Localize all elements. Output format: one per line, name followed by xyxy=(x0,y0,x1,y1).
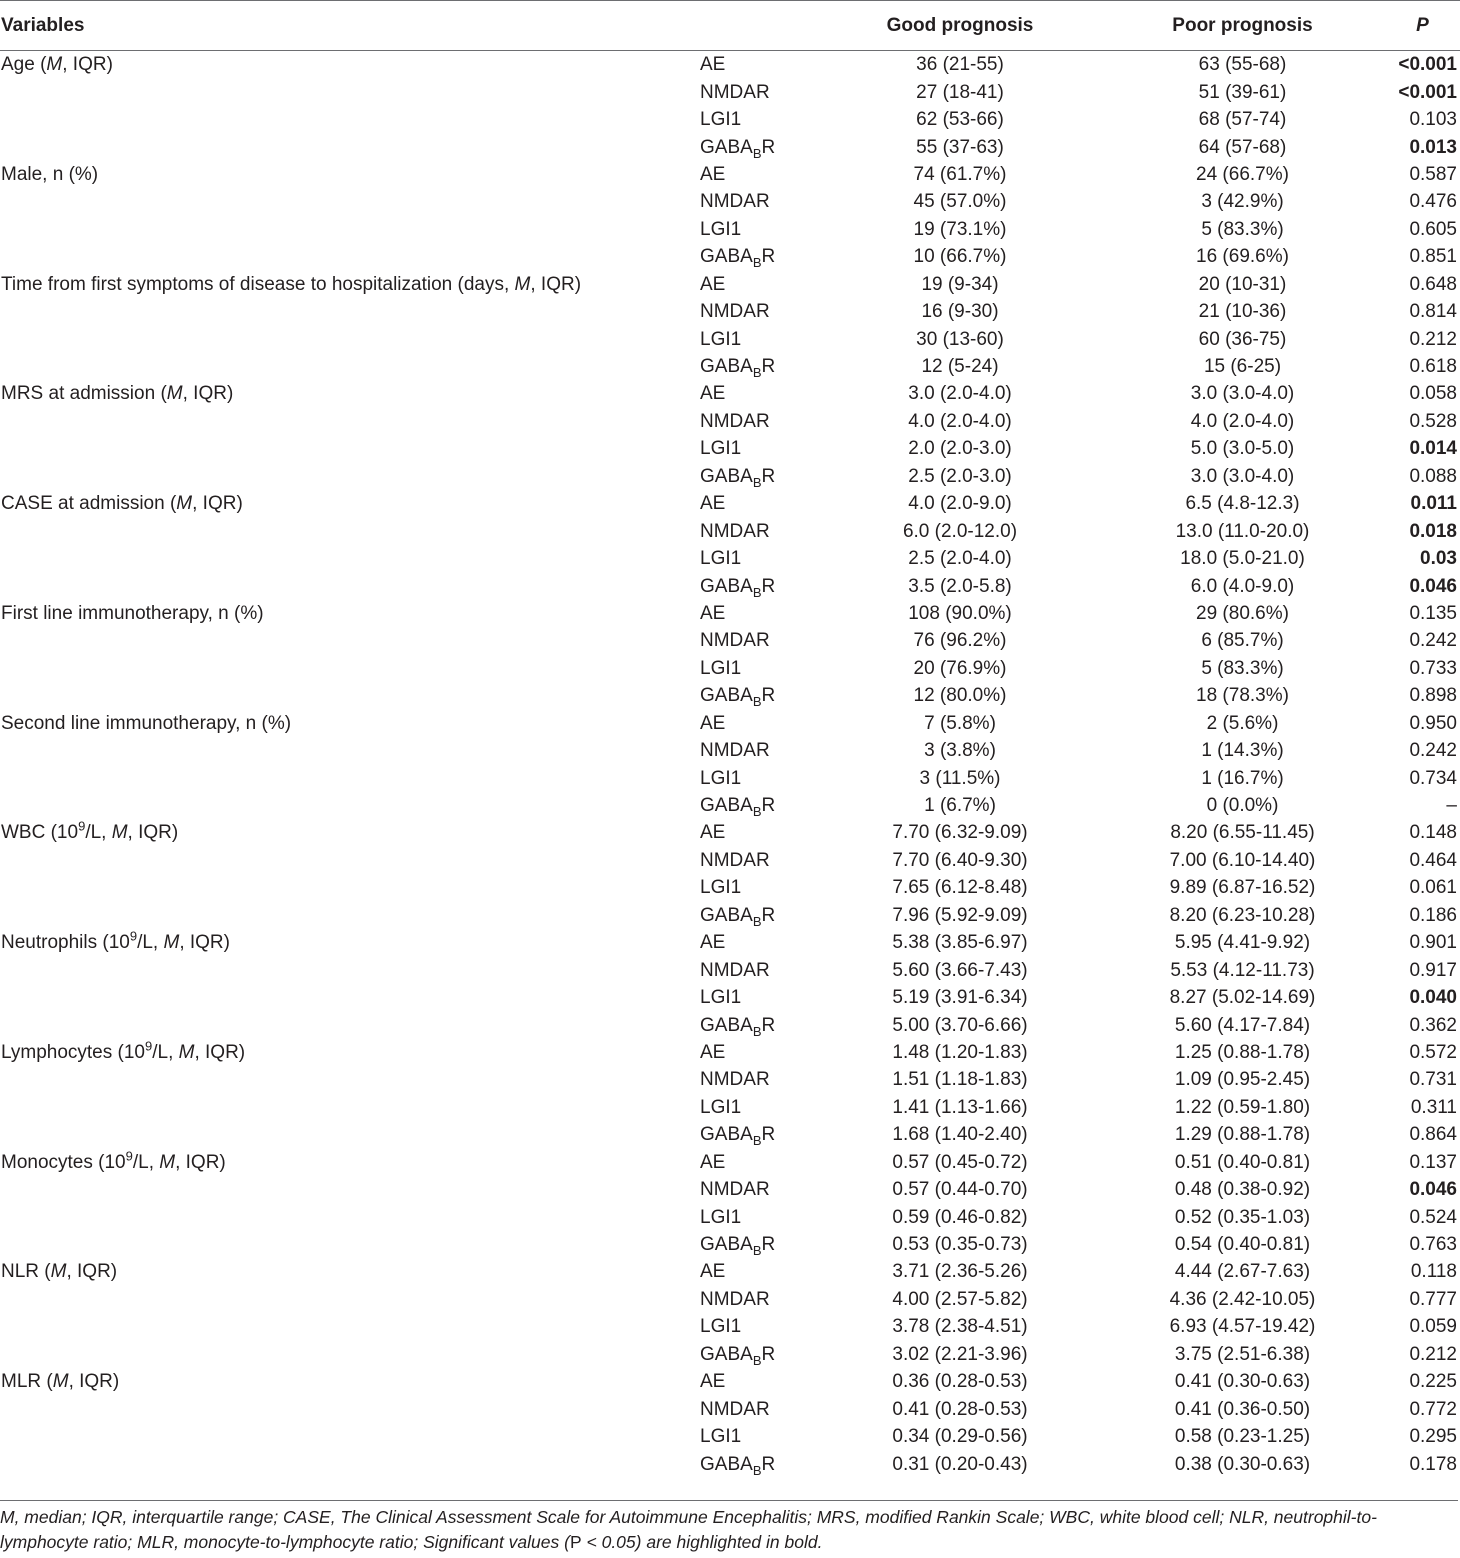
subgroup-label: $GABA_BR$ xyxy=(700,1014,776,1039)
subgroup-label: $GABA_BR$ xyxy=(700,1343,776,1368)
good-prognosis-value: 4.00 (2.57-5.82) xyxy=(892,1288,1028,1310)
subgroup-label: AE xyxy=(700,1151,726,1173)
poor-prognosis-value: 0.58 (0.23-1.25) xyxy=(1174,1426,1311,1448)
good-prognosis-value: 12 (80.0%) xyxy=(913,685,1007,707)
p-value: 0.03 xyxy=(1420,548,1457,570)
p-value: 0.011 xyxy=(1410,493,1457,515)
p-value: 0.733 xyxy=(1409,657,1457,679)
subgroup-label: $GABA_BR$ xyxy=(700,246,776,271)
poor-prognosis-value: 5.53 (4.12-11.73) xyxy=(1170,959,1315,981)
good-prognosis-value: 62 (53-66) xyxy=(916,109,1004,131)
subgroup-label: $GABA_BR$ xyxy=(700,1453,776,1478)
p-value: 0.212 xyxy=(1409,1343,1457,1365)
good-prognosis-value: 7.96 (5.92-9.09) xyxy=(892,904,1028,926)
poor-prognosis-value: 0.51 (0.40-0.81) xyxy=(1174,1151,1311,1173)
p-value: 0.917 xyxy=(1409,959,1457,981)
poor-prognosis-value: 4.0 (2.0-4.0) xyxy=(1190,410,1295,432)
poor-prognosis-value: 18 (78.3%) xyxy=(1196,685,1289,707)
header-subgroup xyxy=(700,1,820,51)
poor-prognosis-value: 0.41 (0.30-0.63) xyxy=(1174,1371,1311,1393)
p-value: 0.950 xyxy=(1409,712,1457,734)
subgroup-label: $GABA_BR$ xyxy=(700,904,776,929)
poor-prognosis-value: 6 (85.7%) xyxy=(1201,630,1284,652)
subgroup-label: LGI1 xyxy=(700,218,742,240)
p-value: 0.528 xyxy=(1409,410,1457,432)
variable-label: Age (M, IQR) xyxy=(1,54,113,75)
poor-prognosis-value: 6.5 (4.8-12.3) xyxy=(1185,493,1300,515)
p-value: 0.763 xyxy=(1409,1234,1457,1256)
p-value: 0.524 xyxy=(1409,1206,1457,1228)
poor-prognosis-value: 4.44 (2.67-7.63) xyxy=(1174,1261,1311,1283)
p-value: 0.295 xyxy=(1409,1426,1457,1448)
good-prognosis-value: 2.5 (2.0-4.0) xyxy=(908,548,1012,570)
variable-label: Neutrophils ($10^9/L$, M, IQR) xyxy=(1,928,230,953)
subgroup-label: NMDAR xyxy=(700,81,770,103)
table-row xyxy=(0,819,1460,846)
poor-prognosis-value: 8.20 (6.23-10.28) xyxy=(1169,904,1316,926)
subgroup-label: LGI1 xyxy=(700,1206,742,1228)
p-value: 0.362 xyxy=(1409,1014,1457,1036)
p-value: 0.013 xyxy=(1409,136,1457,158)
p-value: 0.311 xyxy=(1410,1096,1457,1118)
table-row xyxy=(0,929,1460,956)
poor-prognosis-value: 3.75 (2.51-6.38) xyxy=(1174,1343,1311,1365)
good-prognosis-value: 12 (5-24) xyxy=(921,356,999,378)
subgroup-label: LGI1 xyxy=(700,877,742,899)
table-row xyxy=(0,1258,1460,1285)
good-prognosis-value: 7.65 (6.12-8.48) xyxy=(892,877,1028,899)
good-prognosis-value: 4.0 (2.0-9.0) xyxy=(908,493,1012,515)
p-value: 0.572 xyxy=(1409,1041,1457,1063)
good-prognosis-value: 1.68 (1.40-2.40) xyxy=(892,1124,1028,1146)
good-prognosis-value: 2.5 (2.0-3.0) xyxy=(908,465,1012,487)
poor-prognosis-value: 1.25 (0.88-1.78) xyxy=(1174,1041,1311,1063)
poor-prognosis-value: 68 (57-74) xyxy=(1198,109,1287,131)
subgroup-label: NMDAR xyxy=(700,520,770,542)
good-prognosis-value: 3.78 (2.38-4.51) xyxy=(892,1316,1028,1338)
subgroup-label: NMDAR xyxy=(700,1398,770,1420)
p-value: 0.103 xyxy=(1409,109,1457,131)
good-prognosis-value: 55 (37-63) xyxy=(916,136,1004,158)
subgroup-label: AE xyxy=(700,273,726,295)
table-body xyxy=(0,51,1460,1478)
subgroup-label: AE xyxy=(700,383,726,405)
p-value: 0.772 xyxy=(1409,1398,1457,1420)
good-prognosis-value: 5.60 (3.66-7.43) xyxy=(892,959,1028,981)
subgroup-label: NMDAR xyxy=(700,301,770,323)
poor-prognosis-value: 1.29 (0.88-1.78) xyxy=(1174,1124,1311,1146)
subgroup-label: LGI1 xyxy=(700,109,742,131)
p-value: 0.464 xyxy=(1409,849,1457,871)
good-prognosis-value: 7 (5.8%) xyxy=(924,712,996,734)
subgroup-label: NMDAR xyxy=(700,410,770,432)
poor-prognosis-value: 51 (39-61) xyxy=(1198,81,1287,103)
p-value: 0.734 xyxy=(1409,767,1457,789)
table-row xyxy=(0,1149,1460,1176)
subgroup-label: LGI1 xyxy=(700,1096,742,1118)
poor-prognosis-value: 60 (36-75) xyxy=(1198,328,1287,350)
poor-prognosis-value: 1.22 (0.59-1.80) xyxy=(1174,1096,1311,1118)
header-poor-prognosis: Poor prognosis xyxy=(1100,1,1385,51)
table-row xyxy=(0,490,1460,517)
subgroup-label: $GABA_BR$ xyxy=(700,465,776,490)
subgroup-label: LGI1 xyxy=(700,987,742,1009)
p-value: 0.648 xyxy=(1409,273,1457,295)
subgroup-label: $GABA_BR$ xyxy=(700,575,776,600)
poor-prognosis-value: 13.0 (11.0-20.0) xyxy=(1175,520,1310,542)
poor-prognosis-value: 63 (55-68) xyxy=(1198,54,1287,76)
poor-prognosis-value: 5 (83.3%) xyxy=(1201,657,1284,679)
good-prognosis-value: 108 (90.0%) xyxy=(908,602,1012,624)
table-row xyxy=(0,51,1460,79)
poor-prognosis-value: 0.41 (0.36-0.50) xyxy=(1174,1398,1311,1420)
poor-prognosis-value: 2 (5.6%) xyxy=(1206,712,1279,734)
good-prognosis-value: 3 (11.5%) xyxy=(919,767,1001,789)
p-value: 0.046 xyxy=(1409,575,1457,597)
poor-prognosis-value: 6.0 (4.0-9.0) xyxy=(1190,575,1295,597)
subgroup-label: LGI1 xyxy=(700,548,742,570)
subgroup-label: NMDAR xyxy=(700,1179,770,1201)
poor-prognosis-value: 18.0 (5.0-21.0) xyxy=(1180,548,1305,570)
p-value: 0.731 xyxy=(1409,1069,1457,1091)
p-value: 0.587 xyxy=(1409,163,1457,185)
p-value: 0.898 xyxy=(1409,685,1457,707)
variable-label: Lymphocytes ($10^9/L$, M, IQR) xyxy=(1,1038,246,1063)
header-row xyxy=(0,1,1460,51)
poor-prognosis-value: 1.09 (0.95-2.45) xyxy=(1174,1069,1311,1091)
table-row xyxy=(0,600,1460,627)
variable-label: Time from first symptoms of disease to hospitalization (days, M, IQR) xyxy=(1,273,582,295)
good-prognosis-value: 10 (66.7%) xyxy=(913,246,1007,268)
p-value: 0.212 xyxy=(1409,328,1457,350)
subgroup-label: LGI1 xyxy=(700,767,742,789)
p-value: 0.777 xyxy=(1409,1288,1457,1310)
p-value: 0.046 xyxy=(1409,1179,1457,1201)
poor-prognosis-value: 64 (57-68) xyxy=(1198,136,1287,158)
poor-prognosis-value: 9.89 (6.87-16.52) xyxy=(1169,877,1316,899)
p-value: 0.814 xyxy=(1409,301,1457,323)
good-prognosis-value: 4.0 (2.0-4.0) xyxy=(908,410,1012,432)
table-header xyxy=(0,1,1460,51)
header-p-value: P xyxy=(1385,1,1460,51)
subgroup-label: NMDAR xyxy=(700,1069,770,1091)
p-value: 0.242 xyxy=(1409,740,1457,762)
variable-label: Male, n (%) xyxy=(1,163,99,185)
p-value: 0.018 xyxy=(1409,520,1457,542)
good-prognosis-value: 3.71 (2.36-5.26) xyxy=(892,1261,1028,1283)
good-prognosis-value: 19 (73.1%) xyxy=(913,218,1007,240)
p-value: 0.088 xyxy=(1409,465,1457,487)
header-variables: Variables xyxy=(0,1,700,51)
p-value: 0.058 xyxy=(1409,383,1457,405)
p-value: 0.059 xyxy=(1409,1316,1457,1338)
poor-prognosis-value: 5.95 (4.41-9.92) xyxy=(1174,932,1311,954)
table-row xyxy=(0,271,1460,298)
poor-prognosis-value: 8.27 (5.02-14.69) xyxy=(1169,987,1316,1009)
subgroup-label: $GABA_BR$ xyxy=(700,1234,776,1258)
subgroup-label: AE xyxy=(700,712,726,734)
p-value: 0.476 xyxy=(1409,191,1457,213)
poor-prognosis-value: 0.52 (0.35-1.03) xyxy=(1174,1206,1311,1228)
poor-prognosis-value: 5.60 (4.17-7.84) xyxy=(1174,1014,1311,1036)
poor-prognosis-value: 5 (83.3%) xyxy=(1201,218,1284,240)
table-row xyxy=(0,710,1460,737)
subgroup-label: $GABA_BR$ xyxy=(700,136,776,161)
good-prognosis-value: 0.34 (0.29-0.56) xyxy=(892,1426,1028,1448)
subgroup-label: NMDAR xyxy=(700,849,770,871)
good-prognosis-value: 0.41 (0.28-0.53) xyxy=(892,1398,1028,1420)
subgroup-label: LGI1 xyxy=(700,1316,742,1338)
subgroup-label: $GABA_BR$ xyxy=(700,356,776,380)
variable-label: WBC ($10^9/L$, M, IQR) xyxy=(1,818,179,844)
good-prognosis-value: 30 (13-60) xyxy=(916,328,1004,350)
good-prognosis-value: 27 (18-41) xyxy=(916,81,1004,103)
subgroup-label: AE xyxy=(700,602,726,624)
subgroup-label: AE xyxy=(700,822,726,844)
subgroup-label: $GABA_BR$ xyxy=(700,1124,776,1149)
subgroup-label: LGI1 xyxy=(700,657,742,679)
poor-prognosis-value: 0 (0.0%) xyxy=(1206,795,1279,817)
p-value: 0.605 xyxy=(1409,218,1457,240)
variable-label: NLR (M, IQR) xyxy=(1,1261,118,1283)
variable-label: MRS at admission (M, IQR) xyxy=(1,383,234,405)
subgroup-label: NMDAR xyxy=(700,630,770,652)
subgroup-label: AE xyxy=(700,1261,726,1283)
good-prognosis-value: 3.02 (2.21-3.96) xyxy=(892,1343,1028,1365)
good-prognosis-value: 0.53 (0.35-0.73) xyxy=(892,1234,1028,1256)
subgroup-label: $GABA_BR$ xyxy=(700,685,776,710)
subgroup-label: LGI1 xyxy=(700,438,742,460)
table-row xyxy=(0,380,1460,407)
subgroup-label: NMDAR xyxy=(700,959,770,981)
good-prognosis-value: 5.00 (3.70-6.66) xyxy=(892,1014,1028,1036)
poor-prognosis-value: 4.36 (2.42-10.05) xyxy=(1169,1288,1316,1310)
p-value: 0.225 xyxy=(1409,1371,1457,1393)
good-prognosis-value: 76 (96.2%) xyxy=(913,630,1007,652)
good-prognosis-value: 74 (61.7%) xyxy=(913,163,1007,185)
p-value: 0.014 xyxy=(1409,438,1457,460)
poor-prognosis-value: 15 (6-25) xyxy=(1203,356,1282,378)
poor-prognosis-value: 16 (69.6%) xyxy=(1196,246,1289,268)
good-prognosis-value: 36 (21-55) xyxy=(916,54,1004,76)
table-row xyxy=(0,1039,1460,1066)
poor-prognosis-value: 21 (10-36) xyxy=(1198,301,1287,323)
poor-prognosis-value: 29 (80.6%) xyxy=(1196,602,1289,624)
poor-prognosis-value: 3.0 (3.0-4.0) xyxy=(1190,465,1295,487)
poor-prognosis-value: 3.0 (3.0-4.0) xyxy=(1190,383,1295,405)
good-prognosis-value: 16 (9-30) xyxy=(921,301,999,323)
good-prognosis-value: 45 (57.0%) xyxy=(913,191,1007,213)
header-good-prognosis: Good prognosis xyxy=(820,1,1100,51)
p-value: 0.148 xyxy=(1409,822,1457,844)
poor-prognosis-value: 3 (42.9%) xyxy=(1201,191,1284,213)
good-prognosis-value: 3.0 (2.0-4.0) xyxy=(908,383,1012,405)
p-value: 0.040 xyxy=(1409,987,1457,1009)
good-prognosis-value: 1.41 (1.13-1.66) xyxy=(892,1096,1028,1118)
p-value: 0.061 xyxy=(1409,877,1457,899)
table-footnote: M, median; IQR, interquartile range; CASE, The Clinical Assessment Scale for Autoimmune Encephalitis; MRS, modified Rankin Scale; WBC, white blood cell; NLR, neutrophil-to-lymphocyte ratio; MLR, monocyte-to-lymphocyte ratio; Significant values (P < 0.05) are highlighted in bold. xyxy=(0,1500,1458,1555)
p-value: 0.851 xyxy=(1409,246,1457,268)
subgroup-label: NMDAR xyxy=(700,191,770,213)
good-prognosis-value: 1.48 (1.20-1.83) xyxy=(892,1041,1028,1063)
variable-label: CASE at admission (M, IQR) xyxy=(1,493,243,514)
good-prognosis-value: 5.19 (3.91-6.34) xyxy=(892,987,1028,1009)
variable-label: MLR (M, IQR) xyxy=(1,1371,120,1392)
good-prognosis-value: 6.0 (2.0-12.0) xyxy=(902,520,1018,542)
poor-prognosis-value: 6.93 (4.57-19.42) xyxy=(1169,1316,1316,1338)
poor-prognosis-value: 7.00 (6.10-14.40) xyxy=(1169,849,1316,871)
good-prognosis-value: 1 (6.7%) xyxy=(924,795,996,817)
good-prognosis-value: 0.36 (0.28-0.53) xyxy=(892,1371,1028,1393)
subgroup-label: AE xyxy=(700,1041,726,1063)
good-prognosis-value: 20 (76.9%) xyxy=(913,657,1007,679)
subgroup-label: LGI1 xyxy=(700,328,742,350)
table-row xyxy=(0,1368,1460,1395)
subgroup-label: $GABA_BR$ xyxy=(700,795,776,819)
p-value: 0.618 xyxy=(1409,356,1457,378)
p-value: 0.864 xyxy=(1409,1124,1457,1146)
good-prognosis-value: 19 (9-34) xyxy=(921,273,999,295)
subgroup-label: AE xyxy=(700,163,726,185)
poor-prognosis-value: 20 (10-31) xyxy=(1198,273,1287,295)
p-value: 0.118 xyxy=(1410,1261,1457,1283)
variable-label: Monocytes ($10^9/L$, M, IQR) xyxy=(1,1148,226,1173)
good-prognosis-value: 0.31 (0.20-0.43) xyxy=(892,1453,1028,1475)
poor-prognosis-value: 1 (16.7%) xyxy=(1201,767,1284,789)
variable-label: Second line immunotherapy, n (%) xyxy=(1,712,292,734)
good-prognosis-value: 7.70 (6.32-9.09) xyxy=(892,822,1028,844)
poor-prognosis-value: 24 (66.7%) xyxy=(1196,163,1289,185)
subgroup-label: AE xyxy=(700,932,726,954)
good-prognosis-value: 2.0 (2.0-3.0) xyxy=(908,438,1012,460)
p-value: <0.001 xyxy=(1398,54,1457,76)
p-value: – xyxy=(1446,795,1457,817)
table-row xyxy=(0,161,1460,188)
p-value: 0.135 xyxy=(1409,602,1457,624)
poor-prognosis-value: 0.48 (0.38-0.92) xyxy=(1174,1179,1311,1201)
poor-prognosis-value: 0.54 (0.40-0.81) xyxy=(1174,1234,1311,1256)
p-value: <0.001 xyxy=(1398,81,1457,103)
good-prognosis-value: 1.51 (1.18-1.83) xyxy=(892,1069,1028,1091)
good-prognosis-value: 7.70 (6.40-9.30) xyxy=(892,849,1028,871)
good-prognosis-value: 0.57 (0.44-0.70) xyxy=(892,1179,1028,1201)
good-prognosis-value: 5.38 (3.85-6.97) xyxy=(892,932,1028,954)
subgroup-label: AE xyxy=(700,54,726,76)
good-prognosis-value: 3 (3.8%) xyxy=(924,740,996,762)
poor-prognosis-value: 1 (14.3%) xyxy=(1201,740,1284,762)
subgroup-label: AE xyxy=(700,1371,726,1393)
p-value: 0.137 xyxy=(1409,1151,1457,1173)
variable-label: First line immunotherapy, n (%) xyxy=(1,602,264,624)
poor-prognosis-value: 0.38 (0.30-0.63) xyxy=(1174,1453,1311,1475)
subgroup-label: LGI1 xyxy=(700,1426,742,1448)
subgroup-label: AE xyxy=(700,493,726,515)
p-value: 0.901 xyxy=(1409,932,1457,954)
poor-prognosis-value: 5.0 (3.0-5.0) xyxy=(1190,438,1295,460)
p-value: 0.242 xyxy=(1409,630,1457,652)
good-prognosis-value: 0.59 (0.46-0.82) xyxy=(892,1206,1028,1228)
p-value: 0.186 xyxy=(1409,904,1457,926)
good-prognosis-value: 3.5 (2.0-5.8) xyxy=(908,575,1012,597)
good-prognosis-value: 0.57 (0.45-0.72) xyxy=(892,1151,1028,1173)
p-value: 0.178 xyxy=(1409,1453,1457,1475)
poor-prognosis-value: 8.20 (6.55-11.45) xyxy=(1170,822,1315,844)
subgroup-label: NMDAR xyxy=(700,1288,770,1310)
subgroup-label: NMDAR xyxy=(700,740,770,762)
